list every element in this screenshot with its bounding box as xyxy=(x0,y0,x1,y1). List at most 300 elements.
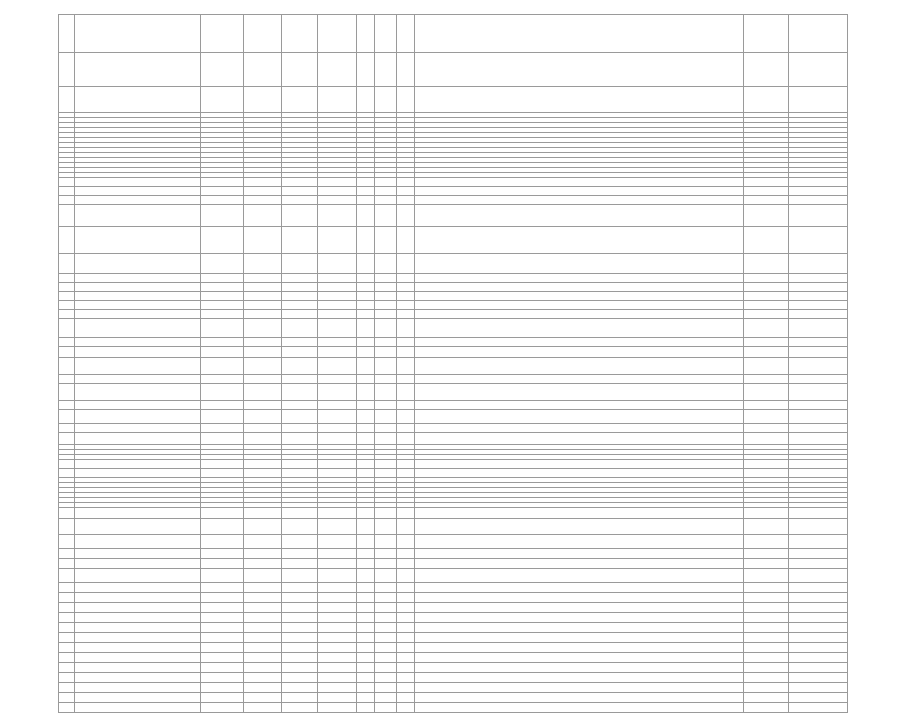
cell-col_i xyxy=(397,559,415,569)
table-row xyxy=(59,583,848,593)
cell-description xyxy=(415,384,744,401)
cell-col_h xyxy=(374,643,397,653)
cell-col_e xyxy=(282,460,318,469)
cell-description xyxy=(415,196,744,205)
cell-col_g xyxy=(356,693,374,703)
cell-col_d xyxy=(243,693,281,703)
cell-col_d xyxy=(243,254,281,274)
cell-amount xyxy=(789,673,848,683)
cell-col_i xyxy=(397,613,415,623)
cell-no xyxy=(59,613,75,623)
cell-col_k xyxy=(744,613,789,623)
table-row xyxy=(59,15,848,53)
cell-col_k xyxy=(744,703,789,713)
cell-amount xyxy=(789,613,848,623)
cell-col_c xyxy=(201,310,244,319)
table-row xyxy=(59,87,848,113)
cell-no xyxy=(59,424,75,433)
cell-description xyxy=(415,401,744,410)
cell-col_f xyxy=(318,53,356,87)
cell-description xyxy=(415,15,744,53)
cell-no xyxy=(59,227,75,254)
cell-amount xyxy=(789,15,848,53)
cell-col_f xyxy=(318,87,356,113)
cell-no xyxy=(59,53,75,87)
cell-col_f xyxy=(318,653,356,663)
cell-col_k xyxy=(744,549,789,559)
cell-amount xyxy=(789,87,848,113)
cell-col_h xyxy=(374,519,397,535)
cell-col_h xyxy=(374,535,397,549)
cell-col_f xyxy=(318,603,356,613)
cell-col_d xyxy=(243,549,281,559)
cell-col_c xyxy=(201,535,244,549)
cell-col_k xyxy=(744,338,789,347)
cell-col_d xyxy=(243,653,281,663)
cell-col_g xyxy=(356,603,374,613)
table-row xyxy=(59,410,848,424)
cell-col_k xyxy=(744,227,789,254)
table-row xyxy=(59,508,848,519)
cell-col_d xyxy=(243,178,281,187)
cell-col_d xyxy=(243,683,281,693)
cell-no xyxy=(59,623,75,633)
cell-col_h xyxy=(374,683,397,693)
cell-no xyxy=(59,338,75,347)
cell-address xyxy=(74,703,200,713)
cell-col_h xyxy=(374,623,397,633)
cell-col_f xyxy=(318,292,356,301)
cell-col_h xyxy=(374,205,397,227)
cell-description xyxy=(415,613,744,623)
cell-col_h xyxy=(374,375,397,384)
cell-col_k xyxy=(744,205,789,227)
table-row xyxy=(59,603,848,613)
cell-col_d xyxy=(243,283,281,292)
cell-col_c xyxy=(201,178,244,187)
cell-col_e xyxy=(282,227,318,254)
cell-col_c xyxy=(201,643,244,653)
cell-col_c xyxy=(201,673,244,683)
table-row xyxy=(59,683,848,693)
cell-col_c xyxy=(201,460,244,469)
cell-description xyxy=(415,633,744,643)
cell-col_f xyxy=(318,663,356,673)
cell-col_h xyxy=(374,569,397,583)
cell-col_k xyxy=(744,653,789,663)
cell-description xyxy=(415,347,744,358)
cell-col_e xyxy=(282,508,318,519)
cell-col_h xyxy=(374,53,397,87)
cell-col_g xyxy=(356,196,374,205)
cell-address xyxy=(74,569,200,583)
cell-col_d xyxy=(243,623,281,633)
cell-address xyxy=(74,693,200,703)
table-row xyxy=(59,623,848,633)
cell-col_i xyxy=(397,187,415,196)
cell-col_f xyxy=(318,178,356,187)
cell-no xyxy=(59,603,75,613)
cell-amount xyxy=(789,410,848,424)
cell-address xyxy=(74,433,200,445)
cell-col_f xyxy=(318,196,356,205)
cell-col_i xyxy=(397,460,415,469)
cell-col_g xyxy=(356,623,374,633)
cell-col_f xyxy=(318,358,356,375)
cell-amount xyxy=(789,519,848,535)
cell-col_k xyxy=(744,693,789,703)
cell-col_f xyxy=(318,613,356,623)
table-row xyxy=(59,301,848,310)
cell-col_e xyxy=(282,401,318,410)
cell-col_f xyxy=(318,469,356,478)
cell-col_h xyxy=(374,254,397,274)
cell-col_e xyxy=(282,603,318,613)
cell-no xyxy=(59,301,75,310)
cell-col_e xyxy=(282,384,318,401)
cell-col_k xyxy=(744,375,789,384)
cell-no xyxy=(59,583,75,593)
cell-no xyxy=(59,319,75,338)
cell-address xyxy=(74,292,200,301)
cell-col_h xyxy=(374,559,397,569)
cell-col_e xyxy=(282,87,318,113)
table-row xyxy=(59,593,848,603)
cell-col_d xyxy=(243,338,281,347)
cell-amount xyxy=(789,623,848,633)
cell-amount xyxy=(789,227,848,254)
cell-col_g xyxy=(356,338,374,347)
cell-amount xyxy=(789,663,848,673)
cell-col_g xyxy=(356,301,374,310)
cell-col_i xyxy=(397,643,415,653)
cell-amount xyxy=(789,633,848,643)
cell-description xyxy=(415,643,744,653)
cell-col_c xyxy=(201,559,244,569)
table-row xyxy=(59,633,848,643)
cell-col_k xyxy=(744,283,789,292)
cell-col_k xyxy=(744,347,789,358)
cell-col_d xyxy=(243,519,281,535)
cell-description xyxy=(415,559,744,569)
cell-col_e xyxy=(282,613,318,623)
cell-no xyxy=(59,196,75,205)
cell-no xyxy=(59,663,75,673)
cell-col_i xyxy=(397,583,415,593)
cell-col_c xyxy=(201,301,244,310)
cell-amount xyxy=(789,460,848,469)
cell-col_e xyxy=(282,693,318,703)
cell-no xyxy=(59,347,75,358)
cell-col_k xyxy=(744,583,789,593)
cell-no xyxy=(59,569,75,583)
cell-amount xyxy=(789,559,848,569)
cell-address xyxy=(74,583,200,593)
cell-col_e xyxy=(282,338,318,347)
cell-col_c xyxy=(201,205,244,227)
cell-no xyxy=(59,535,75,549)
cell-description xyxy=(415,358,744,375)
cell-address xyxy=(74,254,200,274)
cell-col_d xyxy=(243,603,281,613)
cell-col_d xyxy=(243,460,281,469)
cell-col_d xyxy=(243,401,281,410)
cell-col_h xyxy=(374,663,397,673)
cell-col_c xyxy=(201,633,244,643)
cell-address xyxy=(74,15,200,53)
cell-col_c xyxy=(201,603,244,613)
cell-amount xyxy=(789,338,848,347)
cell-col_g xyxy=(356,569,374,583)
cell-amount xyxy=(789,375,848,384)
cell-col_f xyxy=(318,643,356,653)
cell-col_c xyxy=(201,653,244,663)
table-row xyxy=(59,703,848,713)
cell-col_k xyxy=(744,623,789,633)
cell-col_h xyxy=(374,292,397,301)
cell-col_e xyxy=(282,283,318,292)
cell-col_g xyxy=(356,469,374,478)
cell-col_e xyxy=(282,469,318,478)
cell-col_h xyxy=(374,693,397,703)
cell-col_h xyxy=(374,347,397,358)
cell-col_d xyxy=(243,508,281,519)
cell-description xyxy=(415,301,744,310)
cell-col_k xyxy=(744,593,789,603)
table-row xyxy=(59,569,848,583)
cell-col_i xyxy=(397,633,415,643)
cell-col_e xyxy=(282,643,318,653)
cell-no xyxy=(59,384,75,401)
cell-col_d xyxy=(243,410,281,424)
cell-col_i xyxy=(397,254,415,274)
cell-col_c xyxy=(201,53,244,87)
cell-col_d xyxy=(243,633,281,643)
cell-col_h xyxy=(374,178,397,187)
cell-col_k xyxy=(744,603,789,613)
table-row xyxy=(59,227,848,254)
cell-col_k xyxy=(744,178,789,187)
cell-col_f xyxy=(318,535,356,549)
cell-col_i xyxy=(397,15,415,53)
cell-col_g xyxy=(356,319,374,338)
cell-address xyxy=(74,593,200,603)
table-row xyxy=(59,283,848,292)
cell-col_c xyxy=(201,384,244,401)
cell-no xyxy=(59,643,75,653)
table-row xyxy=(59,375,848,384)
cell-address xyxy=(74,663,200,673)
cell-col_f xyxy=(318,347,356,358)
cell-col_i xyxy=(397,310,415,319)
cell-col_i xyxy=(397,347,415,358)
cell-col_i xyxy=(397,569,415,583)
cell-col_c xyxy=(201,508,244,519)
cell-col_c xyxy=(201,227,244,254)
cell-description xyxy=(415,593,744,603)
data-table xyxy=(58,14,848,713)
cell-col_i xyxy=(397,53,415,87)
cell-col_g xyxy=(356,508,374,519)
cell-col_i xyxy=(397,593,415,603)
cell-col_c xyxy=(201,187,244,196)
cell-col_k xyxy=(744,683,789,693)
table-row xyxy=(59,559,848,569)
cell-amount xyxy=(789,433,848,445)
cell-col_e xyxy=(282,673,318,683)
cell-col_e xyxy=(282,178,318,187)
cell-amount xyxy=(789,683,848,693)
cell-address xyxy=(74,178,200,187)
cell-col_i xyxy=(397,519,415,535)
cell-col_c xyxy=(201,593,244,603)
cell-col_d xyxy=(243,569,281,583)
cell-description xyxy=(415,583,744,593)
table-row xyxy=(59,519,848,535)
cell-col_f xyxy=(318,693,356,703)
cell-no xyxy=(59,292,75,301)
cell-amount xyxy=(789,187,848,196)
cell-col_d xyxy=(243,703,281,713)
cell-col_f xyxy=(318,301,356,310)
cell-col_c xyxy=(201,623,244,633)
cell-no xyxy=(59,549,75,559)
cell-address xyxy=(74,643,200,653)
cell-col_g xyxy=(356,87,374,113)
cell-col_h xyxy=(374,460,397,469)
cell-address xyxy=(74,559,200,569)
cell-description xyxy=(415,693,744,703)
cell-col_h xyxy=(374,301,397,310)
cell-col_h xyxy=(374,593,397,603)
cell-no xyxy=(59,693,75,703)
cell-col_d xyxy=(243,347,281,358)
cell-col_f xyxy=(318,205,356,227)
cell-col_i xyxy=(397,663,415,673)
cell-col_d xyxy=(243,673,281,683)
cell-amount xyxy=(789,254,848,274)
cell-col_f xyxy=(318,401,356,410)
cell-description xyxy=(415,663,744,673)
cell-address xyxy=(74,401,200,410)
cell-col_f xyxy=(318,583,356,593)
cell-col_f xyxy=(318,569,356,583)
cell-col_c xyxy=(201,292,244,301)
table-row xyxy=(59,254,848,274)
cell-col_f xyxy=(318,433,356,445)
cell-col_e xyxy=(282,410,318,424)
cell-description xyxy=(415,274,744,283)
cell-description xyxy=(415,410,744,424)
cell-address xyxy=(74,301,200,310)
cell-description xyxy=(415,460,744,469)
cell-col_i xyxy=(397,384,415,401)
cell-col_h xyxy=(374,433,397,445)
cell-col_k xyxy=(744,187,789,196)
cell-col_i xyxy=(397,358,415,375)
table-row xyxy=(59,460,848,469)
cell-col_d xyxy=(243,205,281,227)
table-row xyxy=(59,535,848,549)
cell-col_k xyxy=(744,559,789,569)
cell-col_c xyxy=(201,87,244,113)
spreadsheet-page xyxy=(58,14,848,713)
cell-description xyxy=(415,178,744,187)
table-row xyxy=(59,653,848,663)
cell-col_f xyxy=(318,15,356,53)
cell-col_d xyxy=(243,310,281,319)
cell-col_e xyxy=(282,569,318,583)
cell-col_k xyxy=(744,469,789,478)
cell-col_k xyxy=(744,535,789,549)
cell-description xyxy=(415,338,744,347)
cell-amount xyxy=(789,319,848,338)
cell-address xyxy=(74,623,200,633)
table-row xyxy=(59,292,848,301)
cell-col_k xyxy=(744,569,789,583)
cell-col_i xyxy=(397,433,415,445)
cell-col_g xyxy=(356,410,374,424)
cell-no xyxy=(59,401,75,410)
cell-col_c xyxy=(201,469,244,478)
cell-description xyxy=(415,673,744,683)
cell-col_g xyxy=(356,460,374,469)
cell-col_c xyxy=(201,338,244,347)
cell-col_f xyxy=(318,683,356,693)
cell-col_h xyxy=(374,87,397,113)
cell-col_g xyxy=(356,633,374,643)
cell-address xyxy=(74,196,200,205)
table-row xyxy=(59,53,848,87)
cell-col_g xyxy=(356,663,374,673)
cell-address xyxy=(74,653,200,663)
cell-col_h xyxy=(374,319,397,338)
cell-col_h xyxy=(374,549,397,559)
cell-amount xyxy=(789,205,848,227)
cell-col_h xyxy=(374,424,397,433)
cell-col_f xyxy=(318,703,356,713)
cell-address xyxy=(74,535,200,549)
cell-col_i xyxy=(397,549,415,559)
cell-col_g xyxy=(356,187,374,196)
cell-col_c xyxy=(201,375,244,384)
cell-col_f xyxy=(318,460,356,469)
cell-col_h xyxy=(374,410,397,424)
cell-col_f xyxy=(318,559,356,569)
cell-amount xyxy=(789,347,848,358)
cell-col_c xyxy=(201,549,244,559)
cell-amount xyxy=(789,274,848,283)
cell-address xyxy=(74,519,200,535)
cell-col_g xyxy=(356,178,374,187)
cell-address xyxy=(74,603,200,613)
cell-description xyxy=(415,623,744,633)
cell-col_g xyxy=(356,683,374,693)
cell-col_h xyxy=(374,583,397,593)
cell-col_i xyxy=(397,283,415,292)
cell-col_d xyxy=(243,319,281,338)
cell-col_g xyxy=(356,384,374,401)
cell-col_d xyxy=(243,433,281,445)
cell-col_i xyxy=(397,87,415,113)
cell-address xyxy=(74,549,200,559)
cell-col_g xyxy=(356,673,374,683)
cell-address xyxy=(74,384,200,401)
cell-col_c xyxy=(201,424,244,433)
cell-col_f xyxy=(318,633,356,643)
cell-col_e xyxy=(282,549,318,559)
cell-col_f xyxy=(318,519,356,535)
